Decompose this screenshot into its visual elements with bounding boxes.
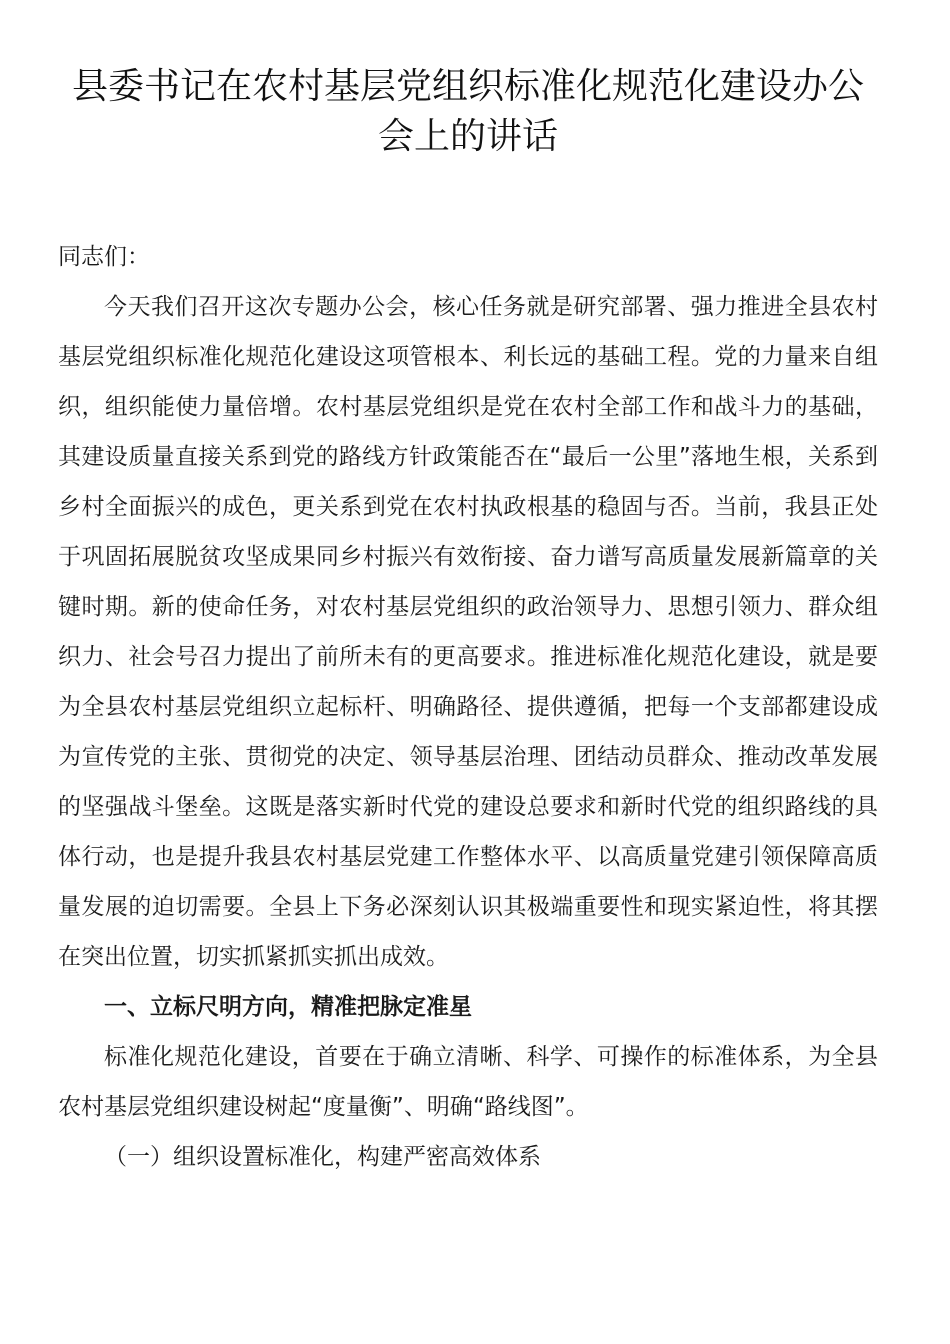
document-page	[58, 62, 878, 1182]
section-heading-1: 一、立标尺明方向，精准把脉定准星	[104, 994, 472, 1020]
subsection-heading-1: （一）组织设置标准化，构建严密高效体系	[104, 1144, 541, 1170]
salutation: 同志们：	[58, 244, 150, 270]
body-paragraph-intro: 今天我们召开这次专题办公会，核心任务就是研究部署、强力推进全县农村基层党组织标准化规范化建设这项管根本、利长远的基础工程。党的力量来自组织，组织能使力量倍增。农村基层党组织是党在农村全部工作和战斗力的基础，其建设质量直接关系到党的路线方针政策能否在“最后一公里”落地生根，关系到乡村全面振兴的成色，更关系到党在农村执政根基的稳固与否。当前，我县正处于巩固拓展脱贫攻坚成果同乡村振兴有效衔接、奋力谱写高质量发展新篇章的关键时期。新的使命任务，对农村基层党组织的政治领导力、思想引领力、群众组织力、社会号召力提出了前所未有的更高要求。推进标准化规范化建设，就是要为全县农村基层党组织立起标杆、明确路径、提供遵循，把每一个支部都建设成为宣传党的主张、贯彻党的决定、领导基层治理、团结动员群众、推动改革发展的坚强战斗堡垒。这既是落实新时代党的建设总要求和新时代党的组织路线的具体行动，也是提升我县农村基层党建工作整体水平、以高质量党建引领保障高质量发展的迫切需要。全县上下务必深刻认识其极端重要性和现实紧迫性，将其摆在突出位置，切实抓紧抓实抓出成效。	[58, 294, 878, 970]
document-title: 县委书记在农村基层党组织标准化规范化建设办公会上的讲话	[71, 66, 864, 157]
section-paragraph-1: 标准化规范化建设，首要在于确立清晰、科学、可操作的标准体系，为全县农村基层党组织建设树起“度量衡”、明确“路线图”。	[58, 1044, 878, 1120]
